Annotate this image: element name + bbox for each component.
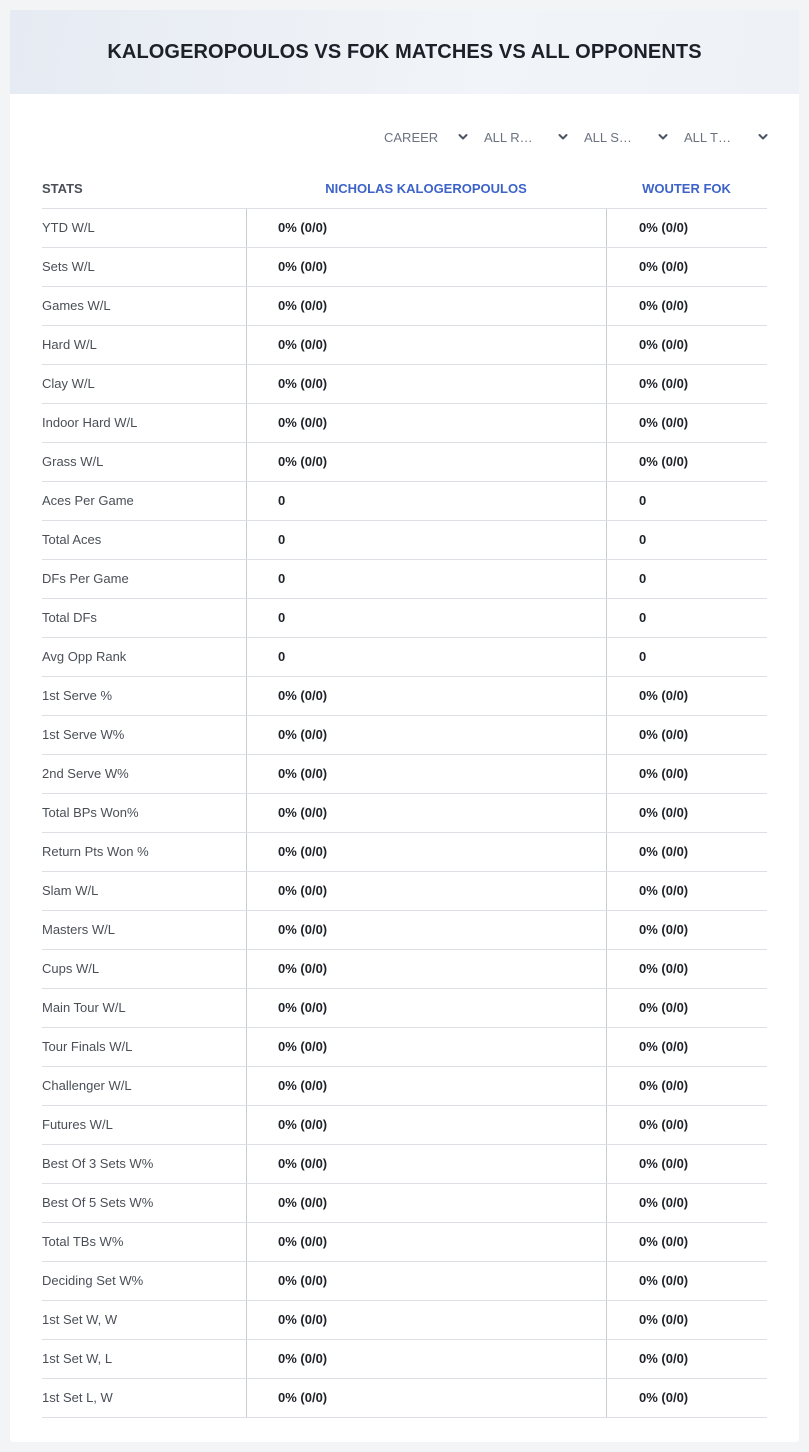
stat-label: DFs Per Game [42, 571, 129, 586]
stat-label: Indoor Hard W/L [42, 415, 138, 430]
player1-link[interactable]: NICHOLAS KALOGEROPOULOS [325, 180, 527, 196]
card-header [10, 10, 799, 94]
stat-label: Slam W/L [42, 883, 99, 898]
stat-label: 1st Serve % [42, 688, 113, 703]
stat-label: Best Of 5 Sets W% [42, 1195, 154, 1210]
player1-value: 0% (0/0) [246, 872, 606, 910]
table-row [42, 677, 767, 716]
stat-label: Futures W/L [42, 1117, 113, 1132]
table-row [42, 755, 767, 794]
filter-bar [380, 126, 780, 148]
player1-value: 0 [246, 638, 606, 676]
page-title: KALOGEROPOULOS VS FOK MATCHES VS ALL OPPONENTS [107, 40, 702, 63]
table-row [42, 365, 767, 404]
table-header [42, 168, 767, 209]
player1-value: 0% (0/0) [246, 1106, 606, 1144]
stat-label: Best Of 3 Sets W% [42, 1156, 154, 1171]
player2-value: 0% (0/0) [606, 1145, 767, 1183]
player1-value: 0% (0/0) [246, 716, 606, 754]
stat-label: Cups W/L [42, 961, 100, 976]
table-row [42, 404, 767, 443]
player1-value: 0% (0/0) [246, 248, 606, 286]
player2-value: 0 [606, 599, 767, 637]
player2-value: 0% (0/0) [606, 1262, 767, 1300]
player2-value: 0% (0/0) [606, 365, 767, 403]
table-row [42, 950, 767, 989]
stat-label: 1st Set L, W [42, 1390, 113, 1405]
stat-label: Return Pts Won % [42, 844, 149, 859]
player1-value: 0 [246, 599, 606, 637]
stat-label: Clay W/L [42, 376, 95, 391]
stat-label: 1st Serve W% [42, 727, 125, 742]
player1-value: 0% (0/0) [246, 365, 606, 403]
player2-value: 0% (0/0) [606, 1106, 767, 1144]
stat-label: Main Tour W/L [42, 1000, 126, 1015]
stats-card [10, 10, 799, 1442]
player1-value: 0% (0/0) [246, 326, 606, 364]
player2-value: 0% (0/0) [606, 443, 767, 481]
filter-label: CAREER [384, 129, 439, 145]
player2-value: 0% (0/0) [606, 209, 767, 247]
table-row [42, 209, 767, 248]
player2-value: 0% (0/0) [606, 1067, 767, 1105]
stat-label: Aces Per Game [42, 493, 134, 508]
filter-round-select[interactable] [480, 126, 580, 148]
stat-label: Sets W/L [42, 259, 95, 274]
stat-label: Hard W/L [42, 337, 97, 352]
player2-value: 0% (0/0) [606, 287, 767, 325]
player2-value: 0% (0/0) [606, 326, 767, 364]
table-row [42, 287, 767, 326]
player2-link[interactable]: WOUTER FOK [642, 180, 731, 196]
table-row [42, 1301, 767, 1340]
player1-value: 0% (0/0) [246, 950, 606, 988]
stat-label: Tour Finals W/L [42, 1039, 133, 1054]
table-row [42, 833, 767, 872]
stat-label: Games W/L [42, 298, 111, 313]
table-row [42, 1262, 767, 1301]
player2-value: 0% (0/0) [606, 833, 767, 871]
stat-label: Avg Opp Rank [42, 649, 127, 664]
player1-value: 0% (0/0) [246, 911, 606, 949]
table-row [42, 1379, 767, 1418]
player2-value: 0% (0/0) [606, 1028, 767, 1066]
chevron-down-icon [658, 132, 668, 142]
player1-value: 0% (0/0) [246, 794, 606, 832]
player1-value: 0% (0/0) [246, 443, 606, 481]
table-row [42, 1145, 767, 1184]
table-row [42, 1028, 767, 1067]
player2-value: 0% (0/0) [606, 248, 767, 286]
player1-value: 0% (0/0) [246, 1262, 606, 1300]
player1-value: 0% (0/0) [246, 677, 606, 715]
table-row [42, 638, 767, 677]
filter-period-select[interactable] [380, 126, 480, 148]
player1-value: 0% (0/0) [246, 1379, 606, 1417]
filter-label: ALL S… [584, 129, 632, 145]
filter-label: ALL T… [684, 129, 731, 145]
player1-value: 0% (0/0) [246, 833, 606, 871]
player2-value: 0 [606, 638, 767, 676]
table-row [42, 443, 767, 482]
table-row [42, 482, 767, 521]
table-row [42, 1223, 767, 1262]
stat-label: 1st Set W, L [42, 1351, 113, 1366]
player1-value: 0% (0/0) [246, 1028, 606, 1066]
chevron-down-icon [458, 132, 468, 142]
player2-value: 0% (0/0) [606, 677, 767, 715]
stat-label: Total TBs W% [42, 1234, 124, 1249]
table-row [42, 1067, 767, 1106]
player2-value: 0% (0/0) [606, 872, 767, 910]
stats-column-header: STATS [42, 180, 83, 196]
stat-label: 1st Set W, W [42, 1312, 118, 1327]
table-row [42, 794, 767, 833]
table-row [42, 521, 767, 560]
stat-label: 2nd Serve W% [42, 766, 129, 781]
table-row [42, 1184, 767, 1223]
player1-value: 0 [246, 482, 606, 520]
player2-value: 0% (0/0) [606, 1301, 767, 1339]
player2-value: 0% (0/0) [606, 1223, 767, 1261]
player2-value: 0 [606, 482, 767, 520]
player2-value: 0% (0/0) [606, 404, 767, 442]
player1-value: 0% (0/0) [246, 404, 606, 442]
table-row [42, 248, 767, 287]
player2-value: 0% (0/0) [606, 950, 767, 988]
player1-value: 0% (0/0) [246, 1340, 606, 1378]
chevron-down-icon [558, 132, 568, 142]
player1-value: 0% (0/0) [246, 755, 606, 793]
stat-label: Grass W/L [42, 454, 104, 469]
player2-value: 0% (0/0) [606, 1184, 767, 1222]
player2-value: 0% (0/0) [606, 911, 767, 949]
table-row [42, 872, 767, 911]
stat-label: Total BPs Won% [42, 805, 139, 820]
table-row [42, 599, 767, 638]
player1-value: 0% (0/0) [246, 989, 606, 1027]
table-row [42, 1106, 767, 1145]
table-row [42, 716, 767, 755]
stats-table [42, 168, 767, 1418]
player1-value: 0 [246, 521, 606, 559]
player1-value: 0% (0/0) [246, 1223, 606, 1261]
player2-value: 0% (0/0) [606, 755, 767, 793]
player2-value: 0% (0/0) [606, 794, 767, 832]
stat-label: YTD W/L [42, 220, 95, 235]
player1-value: 0% (0/0) [246, 209, 606, 247]
table-row [42, 989, 767, 1028]
stat-label: Deciding Set W% [42, 1273, 144, 1288]
filter-surface-select[interactable] [580, 126, 680, 148]
stat-label: Masters W/L [42, 922, 115, 937]
stat-label: Total DFs [42, 610, 97, 625]
player1-value: 0 [246, 560, 606, 598]
table-row [42, 326, 767, 365]
table-row [42, 911, 767, 950]
player1-value: 0% (0/0) [246, 1067, 606, 1105]
player1-value: 0% (0/0) [246, 287, 606, 325]
filter-label: ALL R… [484, 129, 533, 145]
chevron-down-icon [758, 132, 768, 142]
player2-value: 0% (0/0) [606, 716, 767, 754]
player1-value: 0% (0/0) [246, 1301, 606, 1339]
player2-value: 0% (0/0) [606, 1379, 767, 1417]
player2-value: 0% (0/0) [606, 989, 767, 1027]
player2-value: 0 [606, 521, 767, 559]
player1-value: 0% (0/0) [246, 1184, 606, 1222]
table-row [42, 1340, 767, 1379]
stat-label: Total Aces [42, 532, 102, 547]
player1-value: 0% (0/0) [246, 1145, 606, 1183]
stat-label: Challenger W/L [42, 1078, 132, 1093]
table-row [42, 560, 767, 599]
player2-value: 0 [606, 560, 767, 598]
table-body [42, 209, 767, 1418]
player2-value: 0% (0/0) [606, 1340, 767, 1378]
filter-tournament-select[interactable] [680, 126, 780, 148]
